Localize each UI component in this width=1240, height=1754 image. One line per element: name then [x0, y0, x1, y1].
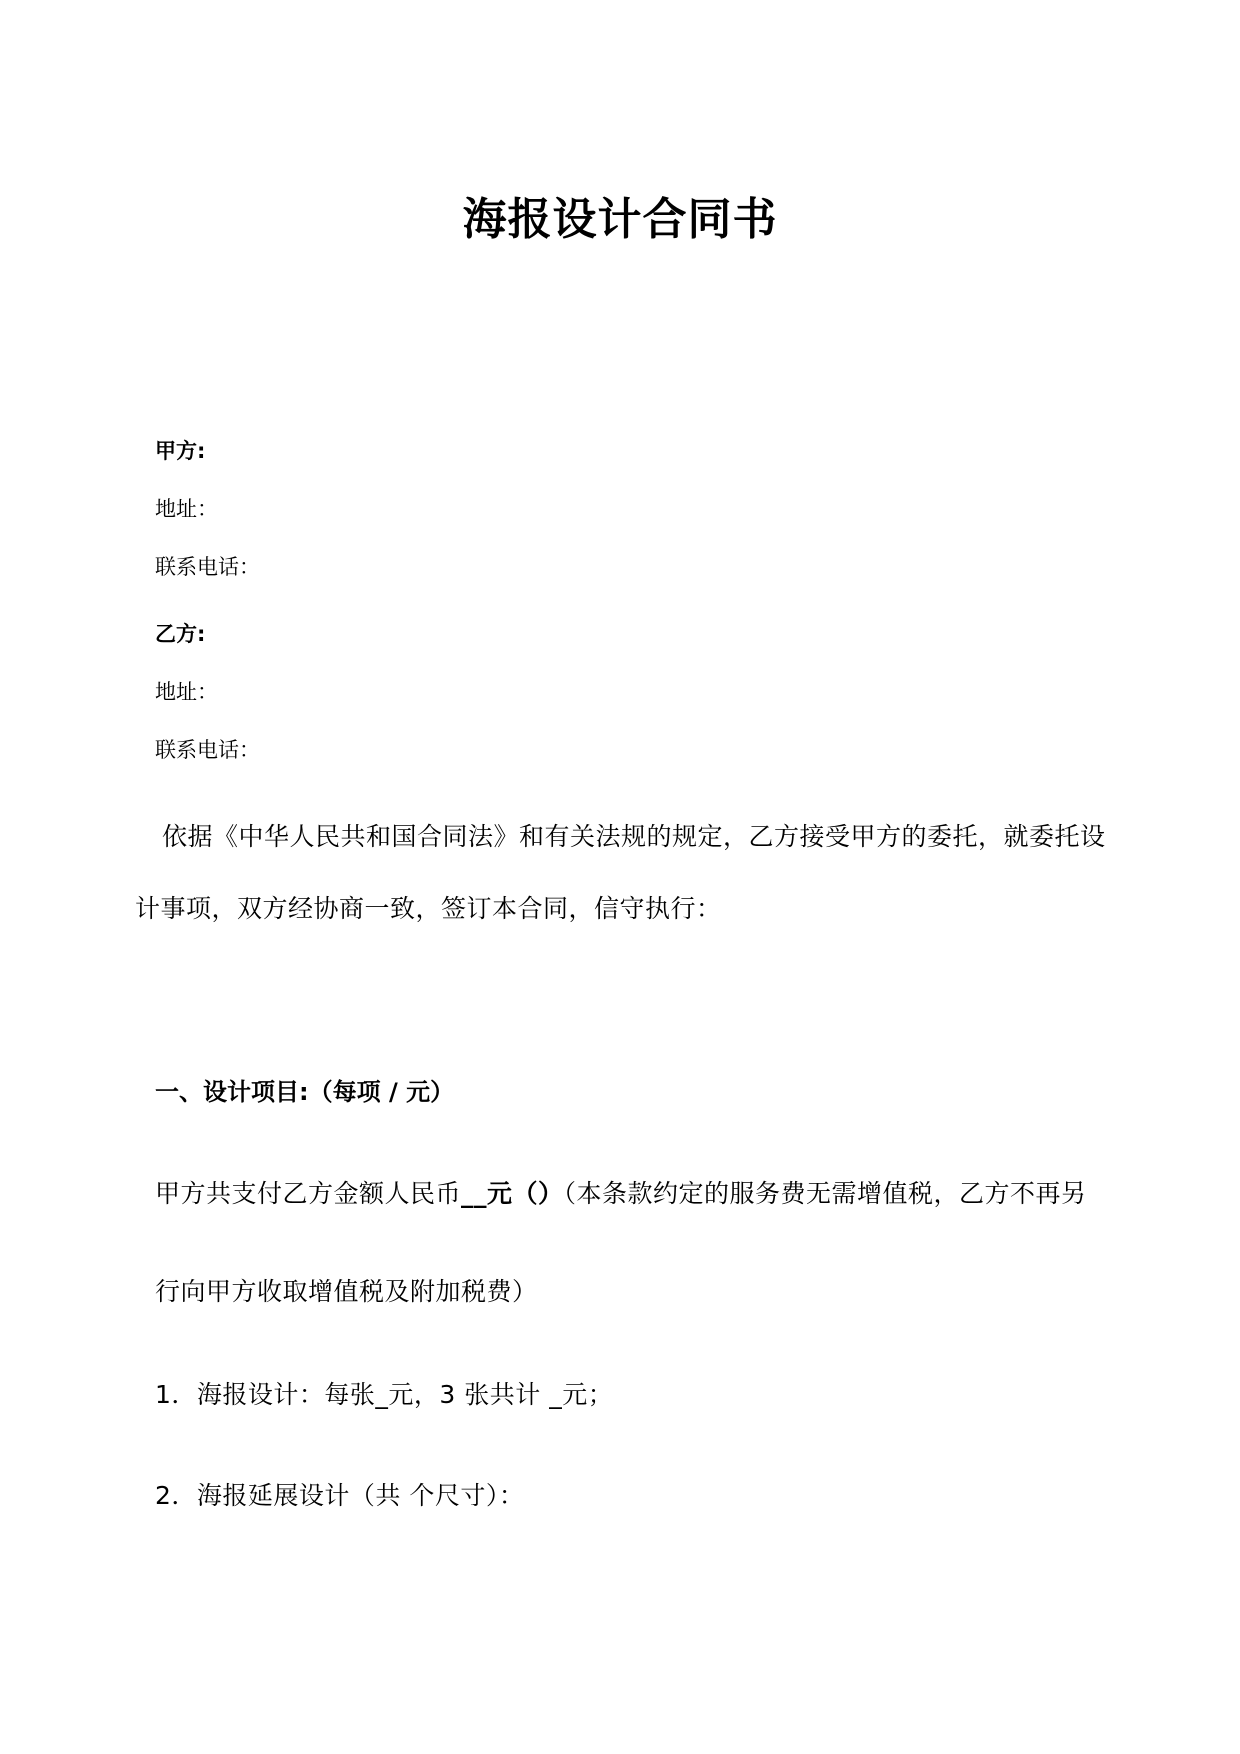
payment-suffix: （本条款约定的服务费无需增值税，乙方不再另: [563, 1179, 1087, 1208]
party-a-label: 甲方:: [155, 439, 206, 463]
party-a-phone-label: 联系电话：: [155, 555, 260, 579]
list-item: 1．海报设计：每张_元，3 张共计 _元；: [155, 1380, 614, 1409]
list-item: 2．海报延展设计（共 个尺寸）：: [155, 1481, 525, 1510]
document-title: 海报设计合同书: [462, 194, 778, 245]
party-a-address-label: 地址：: [155, 497, 218, 521]
party-b-address-label: 地址：: [155, 680, 218, 704]
preamble-line-1: 依据《中华人民共和国合同法》和有关法规的规定，乙方接受甲方的委托，就委托设: [162, 822, 1106, 851]
payment-amount: __元（）: [461, 1179, 564, 1208]
payment-clause-line-2: 行向甲方收取增值税及附加税费）: [155, 1277, 538, 1306]
payment-clause-line-1: [155, 1181, 1087, 1206]
preamble-line-2: 计事项，双方经协商一致，签订本合同，信守执行：: [135, 894, 722, 923]
party-b-phone-label: 联系电话：: [155, 738, 260, 762]
payment-prefix: 甲方共支付乙方金额人民币: [155, 1179, 462, 1208]
section-1-heading: 一、设计项目:（每项 / 元）: [155, 1078, 455, 1106]
party-b-label: 乙方:: [155, 622, 206, 646]
